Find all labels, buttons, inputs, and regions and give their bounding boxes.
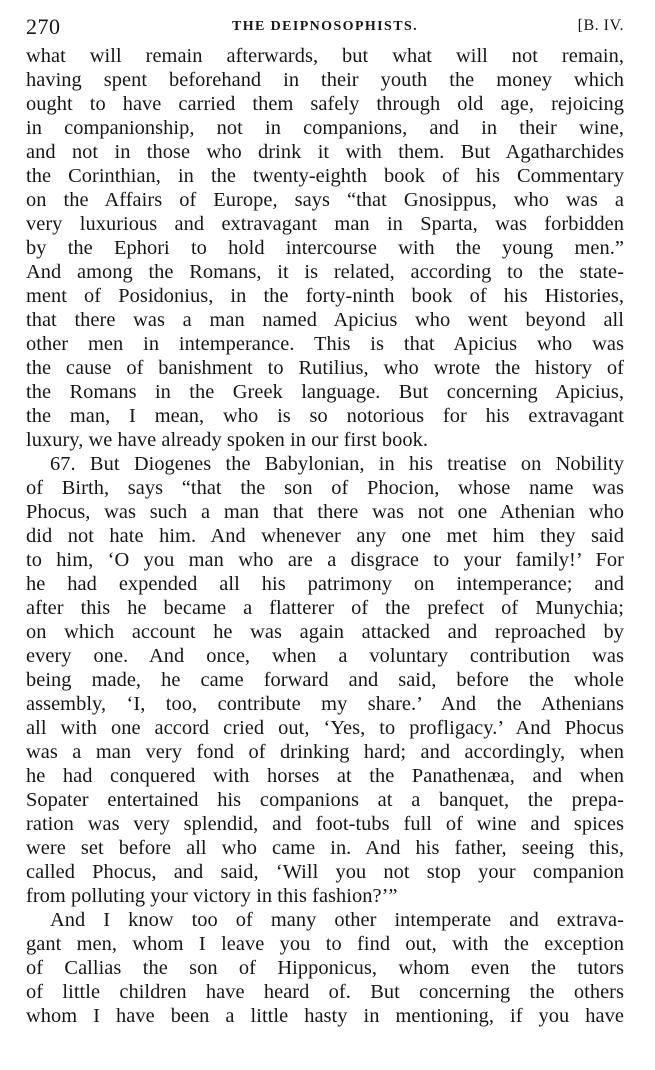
text-line: after this he became a flatterer of the prefect of Munychia; bbox=[26, 597, 624, 619]
text-line: he had conquered with horses at the Panathenæa, and when bbox=[26, 765, 624, 787]
text-line: the Romans in the Greek language. But concerning Apicius, bbox=[26, 381, 624, 403]
text-line: of little children have heard of. But concerning the others bbox=[26, 981, 624, 1003]
text-line: was a man very fond of drinking hard; and accordingly, when bbox=[26, 741, 624, 763]
text-line: And among the Romans, it is related, according to the state- bbox=[26, 261, 624, 283]
text-line: the cause of banishment to Rutilius, who wrote the history of bbox=[26, 357, 624, 379]
text-line: by the Ephori to hold intercourse with the young men.” bbox=[26, 237, 624, 259]
page-header bbox=[26, 12, 624, 42]
text-line: that there was a man named Apicius who went beyond all bbox=[26, 309, 624, 331]
book-reference: [B. IV. bbox=[577, 17, 624, 34]
text-line: on which account he was again attacked and reproached by bbox=[26, 621, 624, 643]
text-line: from polluting your victory in this fashion?’” bbox=[26, 885, 398, 907]
text-line: and not in those who drink it with them. But Agatharchides bbox=[26, 141, 624, 163]
text-line: what will remain afterwards, but what will not remain, bbox=[26, 45, 624, 67]
text-line: ment of Posidonius, in the forty-ninth book of his Histories, bbox=[26, 285, 624, 307]
text-line: being made, he came forward and said, before the whole bbox=[26, 669, 624, 691]
text-line: to him, ‘O you man who are a disgrace to your family!’ For bbox=[26, 549, 624, 571]
text-line: were set before all who came in. And his father, seeing this, bbox=[26, 837, 624, 859]
text-line: every one. And once, when a voluntary contribution was bbox=[26, 645, 624, 667]
text-line: And I know too of many other intemperate and extrava- bbox=[50, 909, 624, 931]
text-line: other men in intemperance. This is that Apicius who was bbox=[26, 333, 624, 355]
text-line: gant men, whom I leave you to find out, with the exception bbox=[26, 933, 624, 955]
text-line: 67. But Diogenes the Babylonian, in his treatise on Nobility bbox=[50, 453, 624, 475]
text-line: luxury, we have already spoken in our first book. bbox=[26, 429, 429, 451]
text-line: whom I have been a little hasty in mentioning, if you have bbox=[26, 1005, 624, 1027]
text-line: the Corinthian, in the twenty-eighth book of his Commentary bbox=[26, 165, 624, 187]
text-line: did not hate him. And whenever any one met him they said bbox=[26, 525, 624, 547]
text-line: of Birth, says “that the son of Phocion, whose name was bbox=[26, 477, 624, 499]
page-number: 270 bbox=[26, 14, 61, 39]
text-line: ration was very splendid, and foot-tubs full of wine and spices bbox=[26, 813, 624, 835]
text-line: the man, I mean, who is so notorious for his extravagant bbox=[26, 405, 624, 427]
running-title: THE DEIPNOSOPHISTS. bbox=[231, 19, 419, 34]
text-line: assembly, ‘I, too, contribute my share.’ And the Athenians bbox=[26, 693, 624, 715]
text-line: of Callias the son of Hipponicus, whom even the tutors bbox=[26, 957, 624, 979]
text-line: in companionship, not in companions, and in their wine, bbox=[26, 117, 624, 139]
text-line: all with one accord cried out, ‘Yes, to profligacy.’ And Phocus bbox=[26, 717, 624, 739]
text-line: very luxurious and extravagant man in Sparta, was forbidden bbox=[26, 213, 624, 235]
text-line: he had expended all his patrimony on intemperance; and bbox=[26, 573, 624, 595]
body-text bbox=[26, 44, 624, 1028]
text-line: on the Affairs of Europe, says “that Gnosippus, who was a bbox=[26, 189, 624, 211]
text-line: Phocus, was such a man that there was not one Athenian who bbox=[26, 501, 624, 523]
text-line: having spent beforehand in their youth the money which bbox=[26, 69, 624, 91]
text-line: Sopater entertained his companions at a banquet, the prepa- bbox=[26, 789, 624, 811]
text-line: called Phocus, and said, ‘Will you not stop your companion bbox=[26, 861, 624, 883]
text-line: ought to have carried them safely through old age, rejoicing bbox=[26, 93, 624, 115]
